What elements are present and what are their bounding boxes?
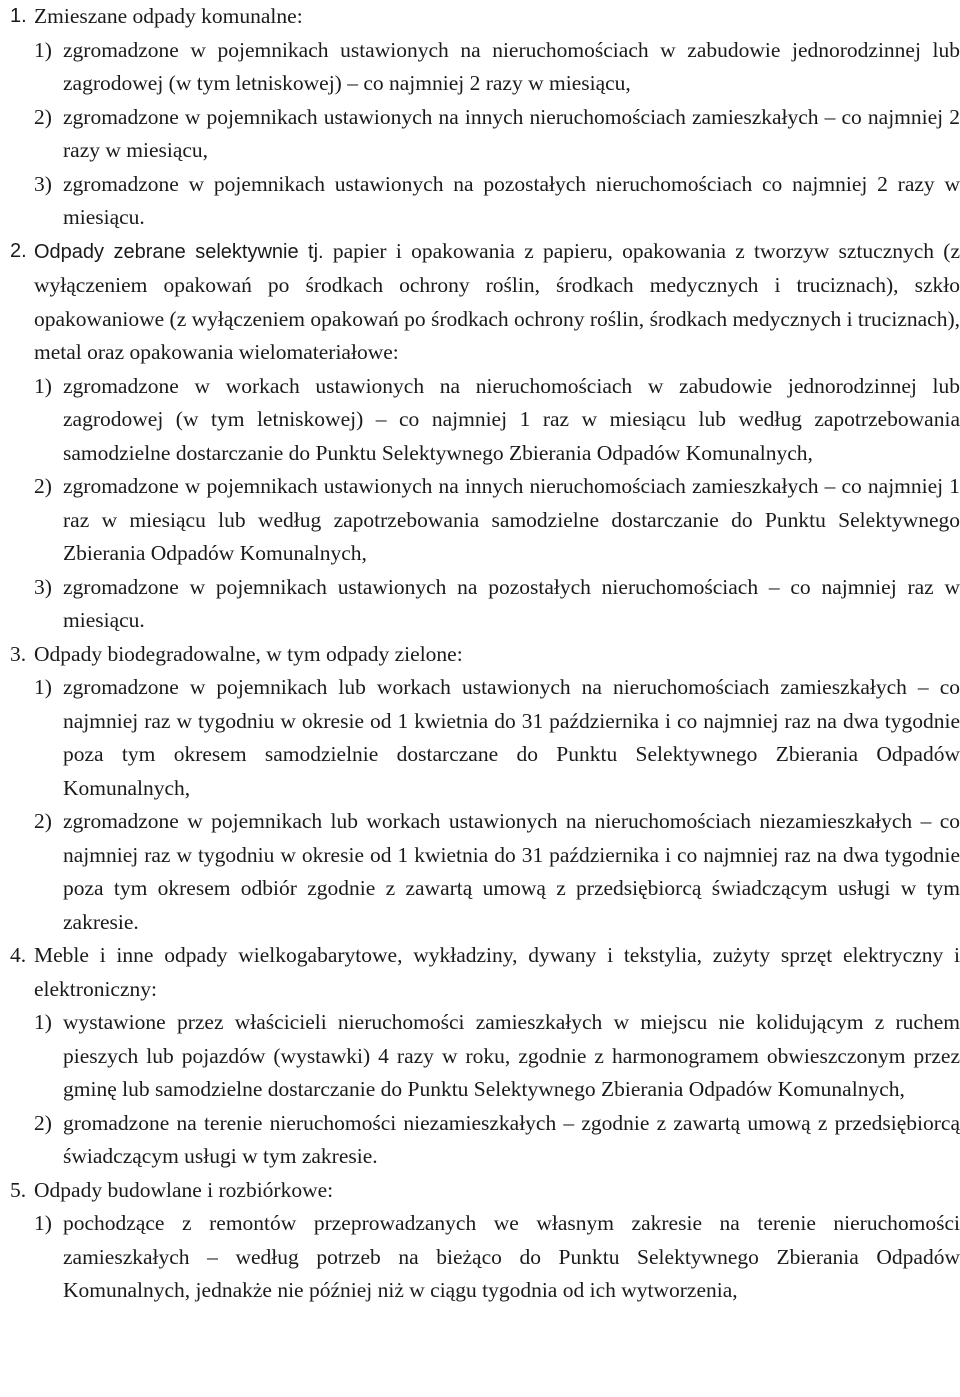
section-2 (10, 235, 960, 638)
item-text: zgromadzone w workach ustawionych na nieruchomościach w zabudowie jednorodzinnej lub zagrodowej (w tym letniskowej) – co najmniej 1 raz w miesiącu lub według zapotrzebowania samodzielne dostarczanie do Punktu Selektywnego Zbierania Odpadów Komunalnych, (63, 373, 960, 465)
section-number: 4. (10, 943, 27, 967)
item-text: zgromadzone w pojemnikach ustawionych na pozostałych nieruchomościach – co najmniej raz w miesiącu. (63, 574, 960, 632)
list-item (34, 1006, 960, 1107)
item-number: 1) (34, 1211, 52, 1235)
item-text: pochodzące z remontów przeprowadzanych we własnym zakresie na terenie nieruchomości zamieszkałych – według potrzeb na bieżąco do Punktu Selektywnego Zbierania Odpadów Komunalnych, jednakże nie później niż w ciągu tygodnia od ich wytworzenia, (63, 1211, 960, 1302)
item-text: zgromadzone w pojemnikach lub workach ustawionych na nieruchomościach zamieszkałych – co najmniej raz w tygodniu w okresie od 1 kwietnia do 31 października i co najmniej raz na dwa tygodnie poza tym okresem samodzielnie dostarczane do Punktu Selektywnego Zbierania Odpadów Komunalnych, (63, 675, 960, 800)
item-text: zgromadzone w pojemnikach ustawionych na innych nieruchomościach zamieszkałych – co najmniej 2 razy w miesiącu, (63, 104, 960, 162)
section-title: Odpady budowlane i rozbiórkowe: (34, 1177, 334, 1202)
section-number: 5. (10, 1177, 27, 1202)
item-number: 1) (34, 675, 52, 699)
list-item (34, 101, 960, 168)
item-text: zgromadzone w pojemnikach ustawionych na innych nieruchomościach zamieszkałych – co najmniej 1 raz w miesiącu lub według zapotrzebowania samodzielne dostarczanie do Punktu Selektywnego Zbierania Odpadów Komunalnych, (63, 474, 960, 565)
item-number: 1) (34, 37, 52, 62)
list-item (34, 1207, 960, 1308)
section-3 (10, 638, 960, 940)
section-number: 1. (10, 5, 27, 27)
section-title: Zmieszane odpady komunalne: (34, 4, 303, 28)
list-item (34, 470, 960, 571)
list-item (34, 671, 960, 805)
section-5 (10, 1174, 960, 1308)
item-number: 1) (34, 373, 52, 398)
section-1 (10, 0, 960, 235)
item-text: zgromadzone w pojemnikach ustawionych na nieruchomościach w zabudowie jednorodzinnej lub zagrodowej (w tym letniskowej) – co najmniej 2 razy w miesiącu, (63, 37, 960, 95)
item-number: 1) (34, 1010, 52, 1034)
list-item (34, 168, 960, 235)
list-item (34, 805, 960, 939)
item-text: zgromadzone w pojemnikach lub workach ustawionych na nieruchomościach niezamieszkałych – co najmniej raz w tygodniu w okresie od 1 kwietnia do 31 października i co najmniej raz na dwa tygodnie poza tym okresem odbiór zgodnie z zawartą umową z przedsiębiorcą świadczącym usługi w tym zakresie. (63, 809, 960, 934)
item-number: 3) (34, 171, 52, 196)
section-4 (10, 939, 960, 1174)
item-number: 2) (34, 1110, 52, 1135)
list-item (34, 571, 960, 638)
item-number: 3) (34, 574, 52, 599)
section-title: Meble i inne odpady wielkogabarytowe, wykładziny, dywany i tekstylia, zużyty sprzęt elektryczny i elektroniczny: (34, 943, 960, 1001)
item-number: 2) (34, 104, 52, 129)
item-text: wystawione przez właścicieli nieruchomości zamieszkałych w miejscu nie kolidującym z ruchem pieszych lub pojazdów (wystawki) 4 razy w roku, zgodnie z harmonogramem obwieszczonym przez gminę lub samodzielne dostarczanie do Punktu Selektywnego Zbierania Odpadów Komunalnych, (63, 1010, 960, 1101)
item-number: 2) (34, 809, 52, 833)
item-text: zgromadzone w pojemnikach ustawionych na pozostałych nieruchomościach co najmniej 2 razy w miesiącu. (63, 171, 960, 229)
section-title: Odpady zebrane selektywnie tj. papier i opakowania z papieru, opakowania z tworzyw sztucznych (z wyłączeniem opakowań po środkach ochrony roślin, środkach medycznych i truciznach), szkło opakowaniowe (z wyłączeniem opakowań po środkach ochrony roślin, środkach medycznych i truciznach), metal oraz opakowania wielomateriałowe: (34, 238, 960, 364)
section-number: 2. (10, 239, 27, 262)
section-number: 3. (10, 641, 27, 666)
list-item (34, 1107, 960, 1174)
item-number: 2) (34, 474, 52, 498)
list-item (34, 34, 960, 101)
list-item (34, 370, 960, 471)
item-text: gromadzone na terenie nieruchomości niezamieszkałych – zgodnie z zawartą umową z przedsiębiorcą świadczącym usługi w tym zakresie. (63, 1110, 960, 1168)
section-title: Odpady biodegradowalne, w tym odpady zielone: (34, 641, 463, 666)
